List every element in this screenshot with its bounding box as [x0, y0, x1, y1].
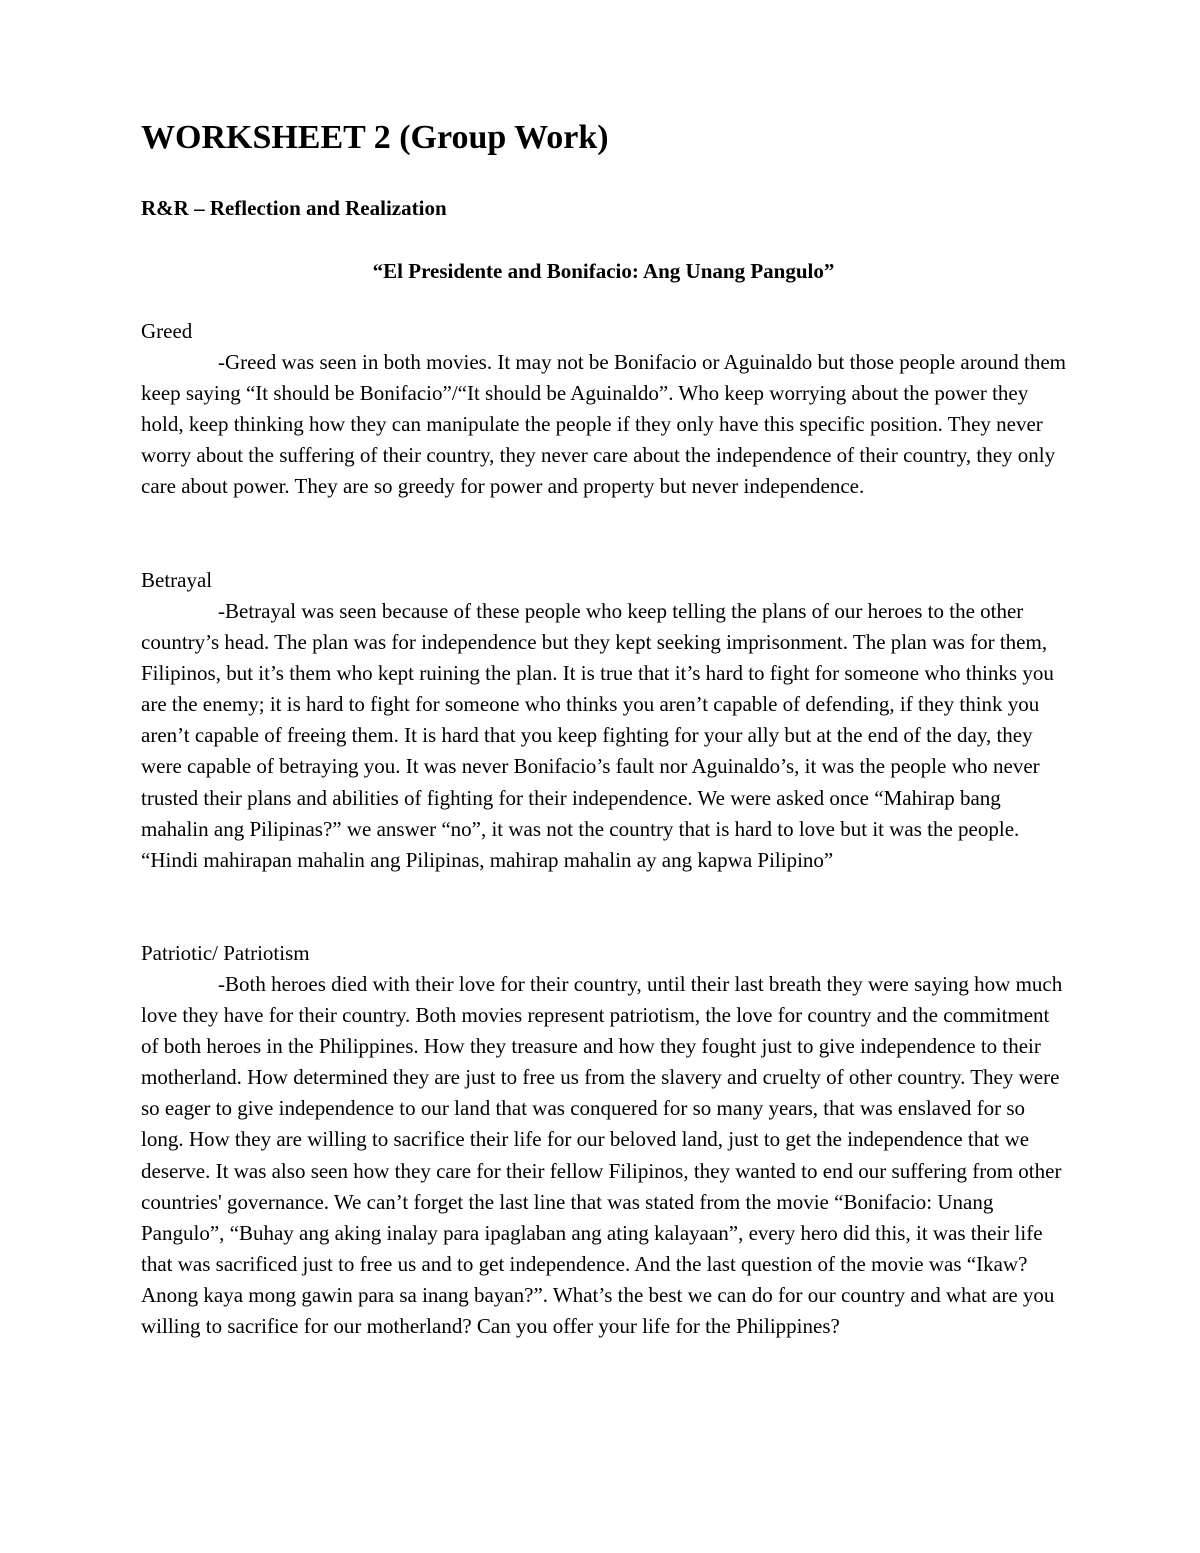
section-heading: Patriotic/ Patriotism — [141, 941, 310, 965]
section-body: -Both heroes died with their love for their country, until their last breath they were saying how much love they have for their country. Both movies represent patriotism, the love for country and the commitment of both heroes in the Philippines. How they treasure and how they fought just to give independence to their motherland. How determined they are just to free us from the slavery and cruelty of other country. They were so eager to give independence to our land that was conquered for so many years, that was enslaved for so long. How they are willing to sacrifice their life for our beloved land, just to get the independence that we deserve. It was also seen how they care for their fellow Filipinos, they wanted to end our suffering from other countries' governance. We can’t forget the last line that was stated from the movie “Bonifacio: Unang Pangulo”, “Buhay ang aking inalay para ipaglaban ang ating kalayaan”, every hero did this, it was their life that was sacrificed just to free us and to get independence. And the last question of the movie was “Ikaw? Anong kaya mong gawin para sa inang bayan?”. What’s the best we can do for our country and what are you willing to sacrifice for our motherland? Can you offer your life for the Philippines? — [141, 972, 1063, 1339]
section-greed — [141, 316, 1066, 502]
section-heading: Greed — [141, 319, 193, 343]
section-betrayal — [141, 565, 1066, 876]
worksheet-title: WORKSHEET 2 (Group Work) — [141, 119, 609, 156]
section-body: -Greed was seen in both movies. It may not be Bonifacio or Aguinaldo but those people around them keep saying “It should be Bonifacio”/“It should be Aguinaldo”. Who keep worrying about the power they hold, keep thinking how they can manipulate the people if they only have this specific position. They never worry about the suffering of their country, they never care about the independence of their country, they only care about power. They are so greedy for power and property but never independence. — [141, 350, 1066, 499]
section-heading: Betrayal — [141, 568, 213, 592]
worksheet-subtitle: R&R – Reflection and Realization — [141, 196, 447, 220]
section-body: -Betrayal was seen because of these people who keep telling the plans of our heroes to the other country’s head. The plan was for independence but they kept seeking imprisonment. The plan was for them, Filipinos, but it’s them who kept ruining the plan. It is true that it’s hard to fight for someone who thinks you are the enemy; it is hard to fight for someone who thinks you aren’t capable of defending, if they think you aren’t capable of freeing them. It is hard that you keep fighting for your ally but at the end of the day, they were capable of betraying you. It was never Bonifacio’s fault nor Aguinaldo’s, it was the people who never trusted their plans and abilities of fighting for their independence. We were asked once “Mahirap bang mahalin ang Pilipinas?” we answer “no”, it was not the country that is hard to love but it was the people. “Hindi mahirapan mahalin ang Pilipinas, mahirap mahalin ay ang kapwa Pilipino” — [141, 599, 1054, 872]
movie-title: “El Presidente and Bonifacio: Ang Unang Pangulo” — [372, 259, 835, 283]
section-patriotism — [141, 938, 1066, 1342]
